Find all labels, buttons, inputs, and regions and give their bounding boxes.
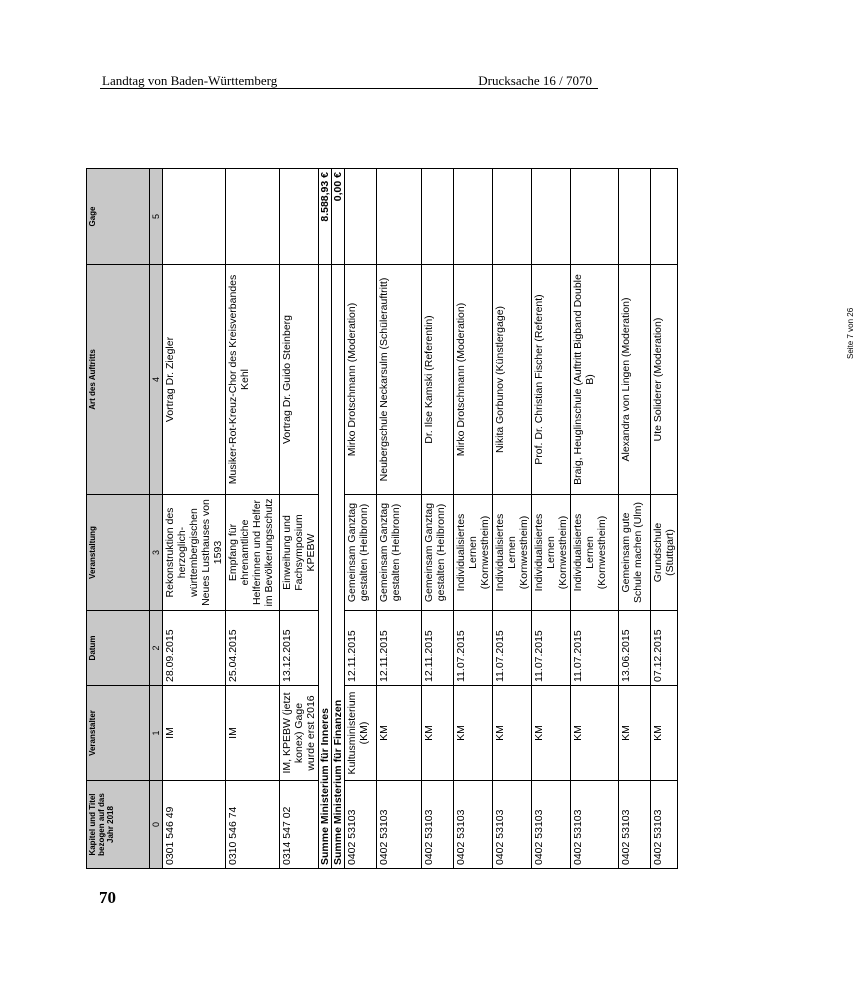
table-row <box>571 169 619 869</box>
col-header-datum: Datum <box>87 611 150 686</box>
cell-veranstaltung: Individualisiertes Lernen (Kornwestheim) <box>532 495 571 611</box>
cell-veranstaltung: Rekonstruktion des herzoglich-württembergischen Neues Lusthauses von 1593 <box>163 495 226 611</box>
sum-value-inneres: 8.588,93 € <box>319 169 332 265</box>
cell-veranstalter: IM, KPEBW (jetzt konex) Gage wurde erst 2016 <box>280 686 319 781</box>
table-row <box>422 169 454 869</box>
cell-datum: 12.11.2015 <box>345 611 377 686</box>
sum-label-finanzen: Summe Ministerium für Finanzen <box>332 265 345 869</box>
cell-datum: 12.11.2015 <box>377 611 422 686</box>
cell-art: Neubergschule Neckarsulm (Schülerauftritt) <box>377 265 422 495</box>
cell-veranstaltung: Gemeinsam Ganztag gestalten (Heilbronn) <box>377 495 422 611</box>
cell-veranstaltung: Empfang für ehrenamtliche Helferinnen und Helfer im Bevölkerungsschutz <box>226 495 280 611</box>
cell-veranstalter: Kultusministerium (KM) <box>345 686 377 781</box>
header-right: Drucksache 16 / 7070 <box>478 73 592 88</box>
cell-gage <box>532 169 571 265</box>
cell-gage <box>571 169 619 265</box>
cell-gage <box>163 169 226 265</box>
gage-table <box>86 168 678 869</box>
cell-art: Braig, Heuglinschule (Auftritt Bigband Double B) <box>571 265 619 495</box>
col-header-kapitel: Kapitel und Titel bezogen auf das Jahr 2018 <box>87 781 150 869</box>
cell-veranstalter: KM <box>422 686 454 781</box>
cell-veranstaltung: Grundschule (Stuttgart) <box>651 495 678 611</box>
cell-gage <box>619 169 651 265</box>
cell-datum: 11.07.2015 <box>532 611 571 686</box>
table-row <box>493 169 532 869</box>
cell-veranstalter: KM <box>619 686 651 781</box>
cell-art: Prof. Dr. Christian Fischer (Referent) <box>532 265 571 495</box>
table-row <box>651 169 678 869</box>
cell-veranstaltung: Gemeinsam gute Schule machen (Ulm) <box>619 495 651 611</box>
cell-gage <box>454 169 493 265</box>
sum-value-finanzen: 0,00 € <box>332 169 345 265</box>
cell-kapitel: 0402 53103 <box>651 781 678 869</box>
cell-kapitel: 0402 53103 <box>571 781 619 869</box>
cell-veranstalter: KM <box>532 686 571 781</box>
cell-veranstaltung: Einweihung und Fachsymposium KPEBW <box>280 495 319 611</box>
table-row <box>280 169 319 869</box>
cell-kapitel: 0402 53103 <box>619 781 651 869</box>
cell-art: Musiker-Rot-Kreuz-Chor des Kreisverbandes Kehl <box>226 265 280 495</box>
table-row <box>377 169 422 869</box>
cell-gage <box>377 169 422 265</box>
table-sums <box>319 169 345 869</box>
column-number-row <box>150 169 163 869</box>
table-row <box>454 169 493 869</box>
cell-gage <box>345 169 377 265</box>
cell-datum: 12.11.2015 <box>422 611 454 686</box>
col-header-veranstalter: Veranstalter <box>87 686 150 781</box>
cell-veranstalter: KM <box>377 686 422 781</box>
cell-art: Mirko Drotschmann (Moderation) <box>454 265 493 495</box>
cell-datum: 28.09.2015 <box>163 611 226 686</box>
col-number: 4 <box>150 265 163 495</box>
cell-gage <box>226 169 280 265</box>
cell-kapitel: 0402 53103 <box>422 781 454 869</box>
table-row <box>226 169 280 869</box>
cell-datum: 11.07.2015 <box>454 611 493 686</box>
cell-kapitel: 0301 546 49 <box>163 781 226 869</box>
cell-kapitel: 0402 53103 <box>377 781 422 869</box>
page-number: 70 <box>99 888 116 907</box>
cell-veranstalter: KM <box>493 686 532 781</box>
cell-kapitel: 0402 53103 <box>493 781 532 869</box>
cell-art: Ute Soliderer (Moderation) <box>651 265 678 495</box>
cell-datum: 25.04.2015 <box>226 611 280 686</box>
sum-row-finanzen <box>332 169 345 869</box>
cell-kapitel: 0402 53103 <box>454 781 493 869</box>
cell-art: Dr. Ilse Kamski (Referentin) <box>422 265 454 495</box>
cell-art: Nikita Gorbunov (Künstlergage) <box>493 265 532 495</box>
cell-veranstaltung: Individualisiertes Lernen (Kornwestheim) <box>454 495 493 611</box>
cell-gage <box>493 169 532 265</box>
col-header-gage: Gage <box>87 169 150 265</box>
cell-veranstalter: KM <box>571 686 619 781</box>
cell-veranstalter: IM <box>163 686 226 781</box>
col-header-art: Art des Auftritts <box>87 265 150 495</box>
cell-veranstaltung: Individualisiertes Lernen (Kornwestheim) <box>493 495 532 611</box>
cell-art: Mirko Drotschmann (Moderation) <box>345 265 377 495</box>
sum-label-inneres: Summe Ministerium für Inneres <box>319 265 332 869</box>
cell-kapitel: 0314 547 02 <box>280 781 319 869</box>
cell-datum: 11.07.2015 <box>493 611 532 686</box>
cell-art: Alexandra von Lingen (Moderation) <box>619 265 651 495</box>
cell-kapitel: 0402 53103 <box>532 781 571 869</box>
cell-veranstalter: KM <box>651 686 678 781</box>
cell-veranstaltung: Gemeinsam Ganztag gestalten (Heilbronn) <box>345 495 377 611</box>
cell-kapitel: 0310 546 74 <box>226 781 280 869</box>
col-number: 0 <box>150 781 163 869</box>
cell-art: Vortrag Dr. Guido Steinberg <box>280 265 319 495</box>
sum-row-inneres <box>319 169 332 869</box>
cell-gage <box>651 169 678 265</box>
table-body-inneres <box>163 169 319 869</box>
cell-veranstaltung: Individualisiertes Lernen (Kornwestheim) <box>571 495 619 611</box>
table-row <box>163 169 226 869</box>
rotated-page-content <box>86 169 855 869</box>
cell-datum: 13.12.2015 <box>280 611 319 686</box>
page-footer: Seite 7 von 26 <box>846 307 855 359</box>
col-number: 3 <box>150 495 163 611</box>
table-row <box>619 169 651 869</box>
cell-kapitel: 0402 53103 <box>345 781 377 869</box>
cell-veranstalter: IM <box>226 686 280 781</box>
col-number: 2 <box>150 611 163 686</box>
header-left: Landtag von Baden-Württemberg <box>102 73 278 88</box>
table-body-kultus <box>345 169 678 869</box>
col-number: 1 <box>150 686 163 781</box>
cell-veranstaltung: Gemeinsam Ganztag gestalten (Heilbronn) <box>422 495 454 611</box>
cell-art: Vortrag Dr. Ziegler <box>163 265 226 495</box>
cell-datum: 13.06.2015 <box>619 611 651 686</box>
cell-gage <box>280 169 319 265</box>
col-header-veranstaltung: Veranstaltung <box>87 495 150 611</box>
cell-veranstalter: KM <box>454 686 493 781</box>
cell-datum: 07.12.2015 <box>651 611 678 686</box>
cell-datum: 11.07.2015 <box>571 611 619 686</box>
table-row <box>345 169 377 869</box>
table-header-row <box>87 169 150 869</box>
header-rule <box>100 88 598 89</box>
table-row <box>532 169 571 869</box>
col-number: 5 <box>150 169 163 265</box>
cell-gage <box>422 169 454 265</box>
